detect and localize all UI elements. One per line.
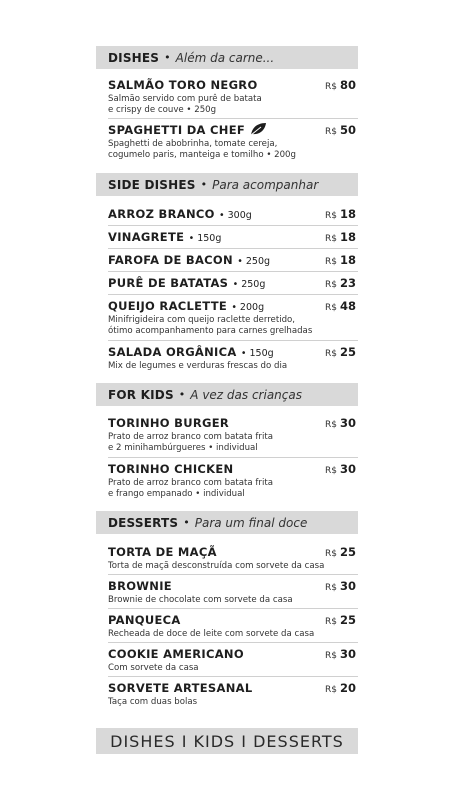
price-value: 18 xyxy=(339,230,356,244)
price-value: 18 xyxy=(339,207,356,221)
item-description: Prato de arroz branco com batata frita xyxy=(108,478,273,488)
item-price xyxy=(325,207,356,221)
item-size: • 150g xyxy=(240,348,274,359)
section-separator: • xyxy=(200,178,208,191)
section-header-side-dishes xyxy=(96,173,358,196)
divider xyxy=(108,457,358,458)
item-description: Mix de legumes e verduras frescas do dia xyxy=(108,361,288,371)
menu-item-torinho-burger xyxy=(108,416,356,454)
item-description: Recheada de doce de leite com sorvete da casa xyxy=(108,629,315,639)
item-name: QUEIJO RACLETTE xyxy=(108,299,227,313)
item-name: COOKIE AMERICANO xyxy=(108,647,244,661)
item-description: e frango empanado • individual xyxy=(108,489,245,499)
menu-item-panqueca xyxy=(108,613,356,640)
item-price xyxy=(325,462,356,476)
divider xyxy=(108,340,358,341)
price-value: 25 xyxy=(339,613,356,627)
price-value: 25 xyxy=(339,345,356,359)
price-value: 23 xyxy=(339,276,356,290)
item-description: cogumelo paris, manteiga e tomilho • 200g xyxy=(108,150,296,160)
item-price xyxy=(325,78,356,92)
item-name-wrap xyxy=(108,345,274,359)
currency: R$ xyxy=(325,82,337,92)
item-name: PURÊ DE BATATAS xyxy=(108,276,229,290)
item-name: FAROFA DE BACON xyxy=(108,253,233,267)
currency: R$ xyxy=(325,211,337,221)
section-title: SIDE DISHES xyxy=(108,177,196,192)
item-name-wrap xyxy=(108,299,264,313)
item-name-wrap xyxy=(108,230,221,244)
currency: R$ xyxy=(325,466,337,476)
item-price xyxy=(325,299,356,313)
leaf-icon xyxy=(249,122,267,136)
price-value: 30 xyxy=(339,579,356,593)
item-description: Torta de maçã desconstruída com sorvete da casa xyxy=(108,561,325,571)
item-price xyxy=(325,579,356,593)
price-value: 48 xyxy=(339,299,356,313)
item-size: • 200g xyxy=(231,302,265,313)
currency: R$ xyxy=(325,349,337,359)
currency: R$ xyxy=(325,127,337,137)
item-price xyxy=(325,681,356,695)
currency: R$ xyxy=(325,583,337,593)
section-separator: • xyxy=(164,51,171,64)
item-price xyxy=(325,276,356,290)
section-separator: • xyxy=(178,388,186,401)
item-name: ARROZ BRANCO xyxy=(108,207,215,221)
section-header-kids xyxy=(96,383,358,406)
item-name: SALADA ORGÂNICA xyxy=(108,345,237,359)
item-description: Taça com duas bolas xyxy=(108,697,198,707)
item-price xyxy=(325,613,356,627)
item-description: ótimo acompanhamento para carnes grelhadas xyxy=(108,326,313,336)
menu-item-sorvete xyxy=(108,681,356,708)
item-name: VINAGRETE xyxy=(108,230,185,244)
price-value: 30 xyxy=(339,462,356,476)
price-value: 25 xyxy=(339,545,356,559)
divider xyxy=(108,225,358,226)
item-name: SALMÃO TORO NEGRO xyxy=(108,78,258,92)
divider xyxy=(108,271,358,272)
menu-item-torta xyxy=(108,545,356,572)
menu-item-vinagrete xyxy=(108,230,356,244)
divider xyxy=(108,248,358,249)
item-description: Salmão servido com purê de batata xyxy=(108,94,262,104)
currency: R$ xyxy=(325,234,337,244)
price-value: 30 xyxy=(339,647,356,661)
item-name: TORTA DE MAÇÃ xyxy=(108,545,217,559)
currency: R$ xyxy=(325,549,337,559)
item-name: SPAGHETTI DA CHEF xyxy=(108,123,246,137)
section-subtitle: Para acompanhar xyxy=(212,177,319,192)
menu-item-cookie xyxy=(108,647,356,674)
item-name-wrap xyxy=(108,276,265,290)
item-name: BROWNIE xyxy=(108,579,172,593)
currency: R$ xyxy=(325,420,337,430)
menu-item-farofa xyxy=(108,253,356,267)
section-separator: • xyxy=(183,516,190,529)
footer-text: DISHES I KIDS I DESSERTS xyxy=(110,731,344,751)
menu-item-pure xyxy=(108,276,356,290)
footer-bar xyxy=(96,728,358,754)
item-size: • 300g xyxy=(219,210,252,221)
menu-item-arroz xyxy=(108,207,356,221)
item-name-wrap xyxy=(108,122,267,137)
divider xyxy=(108,118,358,119)
menu-item-spaghetti xyxy=(108,122,356,161)
item-description: e 2 minihambúrgueres • individual xyxy=(108,443,258,453)
menu-item-salmao xyxy=(108,78,356,116)
item-name-wrap xyxy=(108,207,252,221)
divider xyxy=(108,642,358,643)
price-value: 30 xyxy=(339,416,356,430)
menu-item-salada xyxy=(108,345,356,372)
divider xyxy=(108,676,358,677)
section-subtitle: A vez das crianças xyxy=(190,387,302,402)
section-title: FOR KIDS xyxy=(108,387,174,402)
menu-item-raclette xyxy=(108,299,356,337)
item-price xyxy=(325,647,356,661)
section-header-desserts xyxy=(96,511,358,534)
item-description: Spaghetti de abobrinha, tomate cereja, xyxy=(108,139,278,149)
item-size: • 150g xyxy=(188,233,222,244)
currency: R$ xyxy=(325,651,337,661)
item-description: e crispy de couve • 250g xyxy=(108,105,217,115)
item-name: TORINHO CHICKEN xyxy=(108,462,234,476)
currency: R$ xyxy=(325,617,337,627)
divider xyxy=(108,574,358,575)
price-value: 18 xyxy=(339,253,356,267)
divider xyxy=(108,608,358,609)
item-name: SORVETE ARTESANAL xyxy=(108,681,253,695)
currency: R$ xyxy=(325,280,337,290)
item-name-wrap xyxy=(108,253,270,267)
section-subtitle: Além da carne... xyxy=(175,50,275,65)
item-size: • 250g xyxy=(237,256,271,267)
item-price xyxy=(325,545,356,559)
section-header-dishes xyxy=(96,46,358,69)
currency: R$ xyxy=(325,303,337,313)
divider xyxy=(108,294,358,295)
item-price xyxy=(325,345,356,359)
menu-item-torinho-chicken xyxy=(108,462,356,500)
section-title: DESSERTS xyxy=(108,515,179,530)
currency: R$ xyxy=(325,685,337,695)
item-size: • 250g xyxy=(232,279,266,290)
section-title: DISHES xyxy=(108,50,160,65)
item-description: Com sorvete da casa xyxy=(108,663,199,673)
menu-item-brownie xyxy=(108,579,356,606)
section-subtitle: Para um final doce xyxy=(194,515,308,530)
price-value: 50 xyxy=(339,123,356,137)
item-price xyxy=(325,230,356,244)
item-price xyxy=(325,253,356,267)
item-price xyxy=(325,416,356,430)
price-value: 20 xyxy=(339,681,356,695)
item-description: Prato de arroz branco com batata frita xyxy=(108,432,273,442)
item-name: TORINHO BURGER xyxy=(108,416,230,430)
currency: R$ xyxy=(325,257,337,267)
item-description: Minifrigideira com queijo raclette derretido, xyxy=(108,315,296,325)
item-name: PANQUECA xyxy=(108,613,181,627)
item-price xyxy=(325,123,356,137)
item-description: Brownie de chocolate com sorvete da casa xyxy=(108,595,293,605)
price-value: 80 xyxy=(339,78,356,92)
